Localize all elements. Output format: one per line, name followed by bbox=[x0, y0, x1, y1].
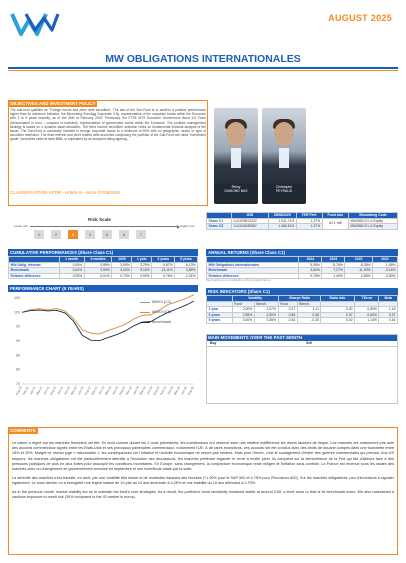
annual-note: Past returns are not indicative of future performance. bbox=[206, 278, 272, 282]
table-row: 1 year 2,00% 1,57% 0,27 1,11 0,30 0,69% 1,16 bbox=[208, 307, 396, 312]
movements-heading: MAIN MOVEMENTS OVER THE PAST MONTH bbox=[206, 334, 398, 341]
x-tick-label: Mar-21 bbox=[35, 385, 44, 396]
legend-c5: MWOI (C5) bbox=[140, 310, 171, 314]
y-tick-label: 85 bbox=[16, 353, 20, 358]
x-tick-label: Mar-22 bbox=[69, 385, 78, 396]
x-tick-label: Aug-20 bbox=[14, 385, 23, 396]
table-row: Relative difference 0,78% 1,49% 2,65% -0,90% bbox=[208, 273, 396, 278]
comment-paragraph-3: As in the previous month, market stability led us to maintain the fund's core strategies. As a result, the portfolio's bond sensitivity remained stable at around 3.60, a level close to that of its benchmark index. We also maintained a cautious exposure to credit risk (30% compared to the IG market in euros). bbox=[12, 489, 394, 499]
x-tick-label: Mar-25 bbox=[172, 385, 182, 396]
cumulative-table: 1 month 3 months 2025 1 year 3 years 5 years MW Oblig. Internat. 0,09% 0,89% 3,09% 2,29% 9,87% 6,13% Benchmark 0,04% 0,90% 3,02% 5,16% 13,11% 3,89% Relative difference 0,05% -0,01% 0,73% 0,90% 0,76% 2,31% bbox=[10, 257, 196, 278]
objectives-text: The sub-fund qualifies as "Foreign bonds and other debt securities". The aim of the Sub-Fund is to achieve a positive performance higher than its reference indicator, the Bloomberg EuroAgg Corporate 3-5y, representative of the corporate bonds within the Eurozone with 3 to 5 years maturity, as of the 26th of February 2020. Previously, the FTSE MTS Eurozone Government Bond 3-5 Years (denominated in euro – coupons re-invested), representative of government bonds within the Eurozone. The portfolio management strategy is based on a dynamic asset allocation. The fixed income securities' selection relies on fundamental financial analysis of the issuer. The Sub-Fund is constantly invested in foreign corporate bonds to a minimum of 50% with no geographic, sector or type of securities restriction. The fixed interest and other related debt securities composing the portfolio of the Sub-Fund are rated "investment grade" (securities rated at least BBB- or equivalent by an accepted rating agency). bbox=[10, 108, 206, 142]
legend-c1: MWOI (C1) bbox=[140, 300, 171, 304]
x-tick-label: Nov-24 bbox=[159, 385, 168, 396]
x-tick-label: Nov-21 bbox=[21, 385, 30, 396]
fund-title: MW OBLIGATIONS INTERNATIONALES bbox=[105, 53, 301, 65]
x-tick-label: Jun-24 bbox=[145, 385, 154, 396]
risk-level-3: 3 bbox=[68, 230, 78, 239]
manager-caption-2: Christophe PEYRAUD bbox=[262, 184, 306, 194]
table-row: MW Obligations Internationales 5,38% 8,76% -8,35% -1,06% bbox=[208, 262, 396, 267]
table-row: Relative difference 0,05% -0,01% 0,73% 0,90% 0,76% 2,31% bbox=[10, 273, 196, 278]
table-row: Benchmark 4,60% 7,27% -11,00% -0,16% bbox=[208, 268, 396, 273]
risk-level-7: 7 bbox=[136, 230, 146, 239]
share-header-code: Bloomberg Code bbox=[349, 213, 398, 219]
x-tick-label: Aug-23 bbox=[117, 385, 127, 396]
x-tick-label: Nov-23 bbox=[124, 385, 133, 396]
risk-high-label: Higher risk bbox=[180, 224, 195, 228]
risk-level-1: 1 bbox=[34, 230, 44, 239]
table-row: Share C5 LU1040039567 1 665,63 € 1,37% MWOBICO LX Equity bbox=[207, 224, 398, 230]
x-tick-label: Mar-24 bbox=[138, 385, 147, 396]
manager-caption-1: Rémy DUMOND BAS bbox=[214, 184, 258, 194]
share-header-isin: ISIN bbox=[232, 213, 269, 219]
table-row: 3 years 2,85% 2,90% 0,56 0,36 0,37 0,63% 0,97 bbox=[208, 312, 396, 317]
title-rule bbox=[8, 67, 398, 69]
x-tick-label: Aug-22 bbox=[83, 385, 92, 396]
risk-scale bbox=[34, 230, 146, 239]
x-tick-label: Oct-21 bbox=[56, 385, 65, 396]
comments-heading: COMMENTS bbox=[10, 428, 36, 433]
x-tick-label: Jun-22 bbox=[76, 385, 85, 396]
y-tick-label: 80 bbox=[16, 367, 20, 372]
annual-heading: ANNUAL RETURNS (Share Class C1) bbox=[206, 249, 398, 256]
legend-benchmark: Benchmark bbox=[140, 320, 171, 324]
report-month: AUGUST 2025 bbox=[328, 13, 392, 23]
annual-table: 2024 2023 2022 2021 MW Obligations Internationales 5,38% 8,76% -8,35% -1,06% Benchmark 4,60% 7,27% -11,00% -0,16% Relative difference 0,78% 1,49% 2,65% -0,90% bbox=[208, 257, 396, 278]
x-tick-label: Aug-25 bbox=[186, 385, 195, 396]
y-tick-label: 90 bbox=[16, 339, 20, 343]
sfdr-classification: CLASSIFICATION SFDR - Article 8 - since 27/05/2024 bbox=[10, 190, 121, 195]
risk-level-2: 2 bbox=[51, 230, 61, 239]
table-row: Benchmark 0,04% 0,90% 3,02% 5,16% 13,11% 3,89% bbox=[10, 268, 196, 273]
x-tick-label: Jun-21 bbox=[42, 385, 51, 396]
cumulative-heading: CUMULATIVE PERFORMANCES (Share Class C1) bbox=[8, 249, 198, 256]
risk-scale-title: Risk Scale bbox=[88, 217, 111, 222]
chart-heading: PERFORMANCE CHART (5 YEARS) bbox=[8, 285, 198, 292]
performance-chart bbox=[8, 292, 198, 404]
x-tick-label: Nov-22 bbox=[90, 385, 99, 396]
title-rule-accent bbox=[8, 70, 398, 71]
share-class-table bbox=[206, 212, 398, 230]
table-row: MW Oblig. Internat. 0,09% 0,89% 3,09% 2,29% 9,87% 6,13% bbox=[10, 262, 196, 267]
risk-arrow-icon bbox=[30, 226, 178, 227]
y-tick-label: 75 bbox=[16, 382, 20, 386]
share-header-date: 29/08/2025 bbox=[268, 213, 296, 219]
comments-text bbox=[12, 441, 394, 504]
movements-columns bbox=[206, 341, 398, 347]
risk-level-6: 6 bbox=[119, 230, 129, 239]
movements-sell-label: Sell bbox=[302, 341, 398, 347]
x-tick-label: Jan-23 bbox=[97, 385, 106, 396]
x-tick-label: Aug-24 bbox=[152, 385, 161, 396]
share-header-ter: TER Perf. bbox=[296, 213, 322, 219]
x-tick-label: Jun-25 bbox=[179, 385, 188, 396]
table-row: 5 years 3,00% 3,36% -0,54 -0,25 0,30 1,14% 0,54 bbox=[208, 318, 396, 323]
objectives-heading: OBJECTIVES AND INVESTMENT POLICY bbox=[10, 101, 96, 106]
y-tick-label: 100 bbox=[14, 310, 20, 315]
movements-buy-label: Buy bbox=[206, 341, 302, 347]
share-header-size: Fund size bbox=[322, 213, 348, 219]
table-row: Share C1 LU1003574222 1 611,74 € 1,37% 61,1 m€ MWOBICO LX Equity bbox=[207, 218, 398, 224]
x-tick-label: Jan-25 bbox=[166, 385, 175, 396]
performance-chart-svg bbox=[8, 292, 198, 404]
risk-indicators-table: Volatility Sharpe Ratio Ratio Info. T.Error Beta Fund Bench. Fund Bench. 1 year 2,00% 1,57% 0,27 1,11 0,30 0,69% 1,16 3 years 2,85% 2,90% 0,56 0,36 0,37 0,63% 0,97 5 years 3,00% 3,36% -0,54 -0,25 0,30 1,14% 0,54 bbox=[208, 296, 396, 323]
y-tick-label: 105 bbox=[14, 296, 20, 300]
y-tick-label: 95 bbox=[16, 324, 20, 329]
comment-paragraph-1: Le calme a régné sur les marchés financiers cet été. En août comme durant les 2 mois précédents, les investisseurs ont observé avec une relative indifférence les divers facteurs de risque. Les marchés ont notamment pris acte des accords commerciaux signés entre les Etats-Unis et ses principaux partenaires commerciaux, notamment l'UE. À de rares exceptions, ces accords ont été conclus avec des droits de douane compris dans une fourchette entre 15% et 20%. Malgré ce niveau jugé « raisonnable », les conséquences sur l'inflation et l'activité économique ne seront pas neutres. Mais pour l'heure, c'est le soulagement d'éviter des guerres commerciales qui prévaut. Aux US toujours, les marchés obligataires ont été particulièrement attentifs à l'évolution des discussions, les marchés préférant regarder le verre à moitié plein. Ils comptent sur la bienveillance de la Fed qui fait d'ailleurs face à des pressions politiques de plus en plus fortes pour assouplir les conditions monétaires. En Europe, sans changement, la conjoncture économique reste mitigée et l'inflation sous contrôle. La France est revenue sous les radars des marchés avec un changement de gouvernement annoncé en septembre et une incertitude totale par la suite. bbox=[12, 441, 394, 472]
mw-logo-icon bbox=[10, 10, 60, 38]
x-tick-label: Jun-23 bbox=[111, 385, 120, 396]
risk-level-4: 4 bbox=[85, 230, 95, 239]
x-tick-label: Aug-21 bbox=[48, 385, 58, 396]
comment-paragraph-2: La sérénité des marchés s'est traduite, en août, par une volatilité très basse et de modestes hausses des bourses (+1.90% pour le S&P 500 et 0.75% pour l'Eurostoxx 600). Sur les marchés obligataires, peu d'évolutions à signaler également. Le mois dernier on a enregistré une légère baisse de 10 pbs du 10 ans américain à 4.25% et une stabilité du 10 ans allemand à 2.70%. bbox=[12, 475, 394, 485]
x-tick-label: Jan-22 bbox=[62, 385, 72, 396]
x-tick-label: Mar-23 bbox=[104, 385, 113, 396]
x-tick-label: Jan-24 bbox=[131, 385, 140, 396]
risk-low-label: Lower risk bbox=[14, 224, 28, 228]
risk-level-5: 5 bbox=[102, 230, 112, 239]
x-tick-label: Jan-21 bbox=[28, 385, 37, 396]
risk-indicators-heading: RISK INDICATORS (Share C1) bbox=[206, 288, 398, 295]
